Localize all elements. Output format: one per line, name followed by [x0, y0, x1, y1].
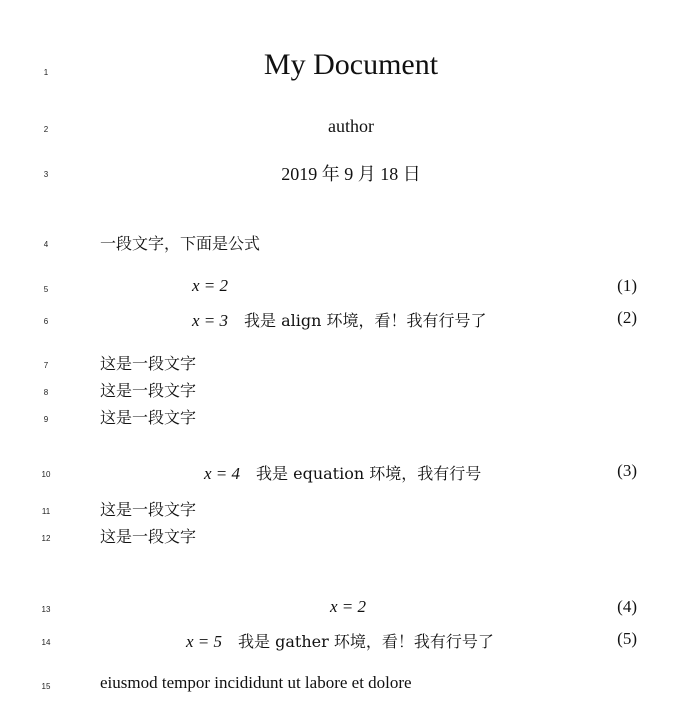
equation-2-math: x = 3 — [192, 311, 229, 330]
equation-4 — [330, 597, 366, 617]
equation-1-math: x = 2 — [192, 276, 229, 295]
line-number-5: 5 — [43, 285, 49, 294]
equation-3-text: 我是 equation 环境，我有行号 — [256, 464, 482, 483]
paragraph-intro: 一段文字，下面是公式 — [100, 234, 261, 253]
paragraph-11: 这是一段文字 — [100, 500, 197, 519]
line-number-12: 12 — [41, 534, 51, 543]
line-number-14: 14 — [41, 638, 51, 647]
equation-5-number: (5) — [617, 629, 637, 648]
equation-4-math: x = 2 — [330, 597, 367, 616]
paragraph-7: 这是一段文字 — [100, 354, 197, 373]
equation-3-math: x = 4 — [204, 464, 241, 483]
equation-5-math: x = 5 — [186, 632, 223, 651]
equation-2-text: 我是 align 环境，看！我有行号了 — [244, 311, 487, 330]
line-number-3: 3 — [43, 170, 49, 179]
line-number-13: 13 — [41, 605, 51, 614]
line-number-7: 7 — [43, 361, 49, 370]
document-author: author — [328, 116, 374, 136]
line-number-10: 10 — [41, 470, 51, 479]
equation-5 — [186, 629, 494, 652]
line-number-6: 6 — [43, 317, 49, 326]
equation-5-text: 我是 gather 环境，看！我有行号了 — [238, 632, 494, 651]
equation-1-number: (1) — [617, 276, 637, 295]
paragraph-last: eiusmod tempor incididunt ut labore et dolore — [100, 673, 412, 692]
line-number-4: 4 — [43, 240, 49, 249]
line-number-8: 8 — [43, 388, 49, 397]
paragraph-9: 这是一段文字 — [100, 408, 197, 427]
line-number-9: 9 — [43, 415, 49, 424]
document-date: 2019 年 9 月 18 日 — [281, 164, 421, 184]
equation-3-number: (3) — [617, 461, 637, 480]
equation-1 — [192, 276, 228, 296]
document-title: My Document — [263, 48, 439, 81]
paragraph-12: 这是一段文字 — [100, 527, 197, 546]
line-number-1: 1 — [43, 68, 49, 77]
equation-2-number: (2) — [617, 308, 637, 327]
line-number-11: 11 — [41, 507, 51, 516]
equation-3 — [204, 461, 481, 484]
line-number-15: 15 — [41, 682, 51, 691]
line-number-2: 2 — [43, 125, 49, 134]
equation-2 — [192, 308, 487, 331]
equation-4-number: (4) — [617, 597, 637, 616]
paragraph-8: 这是一段文字 — [100, 381, 197, 400]
